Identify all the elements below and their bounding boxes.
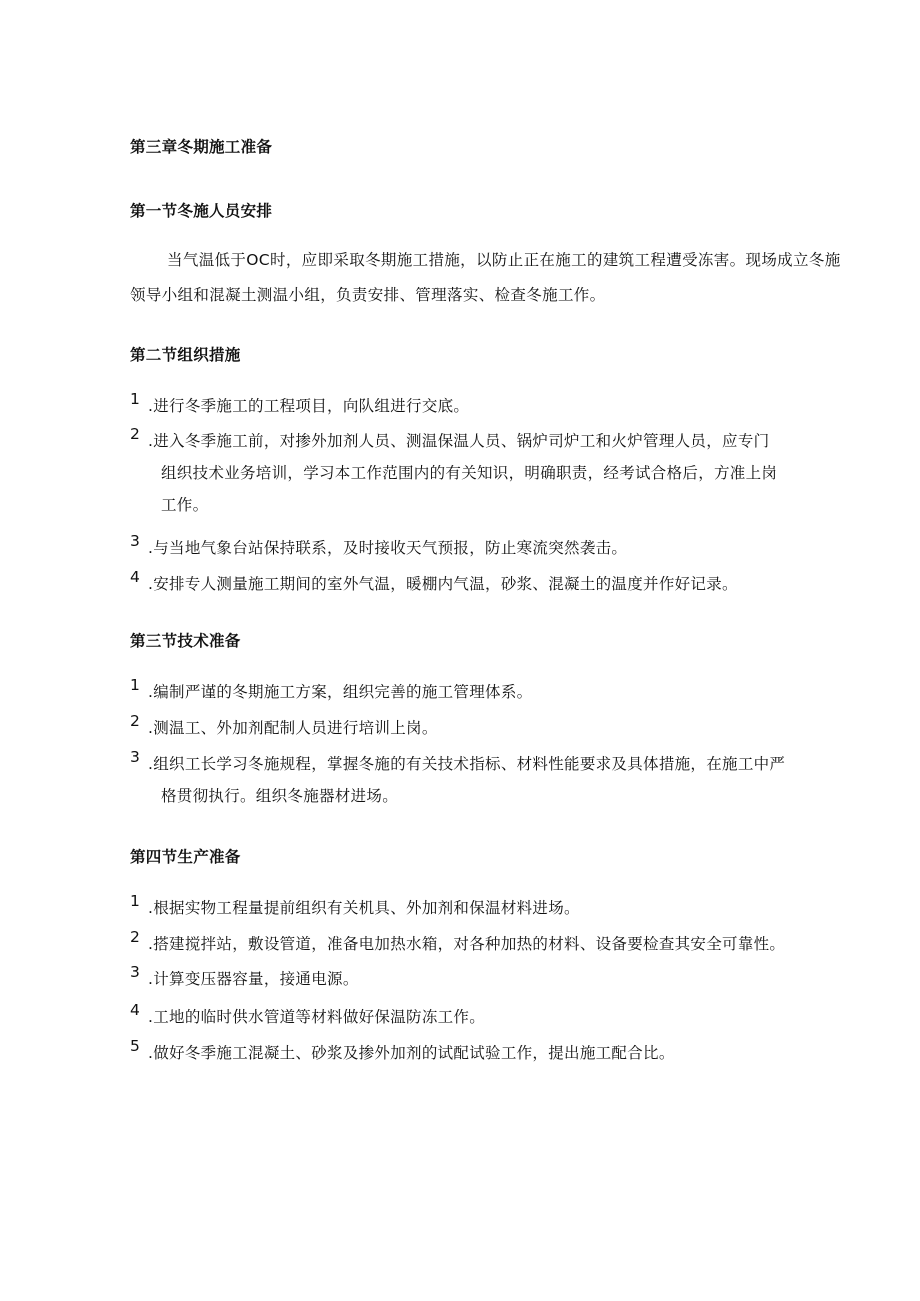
item-number: 3 xyxy=(130,963,140,981)
item-text: .搭建搅拌站，敷设管道，准备电加热水箱，对各种加热的材料、设备要检查其安全可靠性。 xyxy=(148,935,786,953)
item-text: .根据实物工程量提前组织有关机具、外加剂和保温材料进场。 xyxy=(148,899,580,917)
item-number: 2 xyxy=(130,928,140,946)
item-text: .与当地气象台站保持联系，及时接收天气预报，防止寒流突然袭击。 xyxy=(148,539,628,557)
item-text: .组织工长学习冬施规程，掌握冬施的有关技术指标、材料性能要求及具体措施，在施工中严 xyxy=(148,755,786,773)
item-number: 3 xyxy=(130,532,140,550)
item-number: 2 xyxy=(130,712,140,730)
item-text: .进入冬季施工前，对掺外加剂人员、测温保温人员、锅炉司炉工和火炉管理人员，应专门 xyxy=(148,432,770,450)
item-number: 1 xyxy=(130,676,140,694)
section3-item-3 xyxy=(130,748,785,812)
section4-item-2 xyxy=(130,928,785,960)
section2-item-2 xyxy=(130,425,777,521)
section4-title: 第四节生产准备 xyxy=(130,848,241,866)
section3-item-2 xyxy=(130,712,438,744)
section4-item-5 xyxy=(130,1037,675,1069)
item-number: 1 xyxy=(130,892,140,910)
item-number: 1 xyxy=(130,390,140,408)
item-number: 3 xyxy=(130,748,140,766)
item-number: 2 xyxy=(130,425,140,443)
section2-title: 第二节组织措施 xyxy=(130,346,241,364)
section1-paragraph: 当气温低于OC时，应即采取冬期施工措施，以防止正在施工的建筑工程遭受冻害。现场成立冬施领导小组和混凝土测温小组，负责安排、管理落实、检查冬施工作。 xyxy=(130,251,841,304)
item-text: .计算变压器容量，接通电源。 xyxy=(148,970,359,988)
item-text-continuation: 工作。 xyxy=(161,496,209,514)
section2-item-1 xyxy=(130,390,469,422)
chapter-title: 第三章冬期施工准备 xyxy=(130,138,273,156)
section4-item-1 xyxy=(130,892,580,924)
item-text: .测温工、外加剂配制人员进行培训上岗。 xyxy=(148,719,438,737)
section4-item-4 xyxy=(130,1001,485,1033)
section1-title: 第一节冬施人员安排 xyxy=(130,202,273,220)
item-text-continuation: 格贯彻执行。组织冬施器材进场。 xyxy=(161,787,399,805)
section3-item-1 xyxy=(130,676,532,708)
section4-item-3 xyxy=(130,963,359,995)
item-number: 4 xyxy=(130,568,140,586)
section2-item-3 xyxy=(130,532,627,564)
item-number: 5 xyxy=(130,1037,140,1055)
section3-title: 第三节技术准备 xyxy=(130,632,241,650)
item-text-continuation: 组织技术业务培训，学习本工作范围内的有关知识，明确职责，经考试合格后，方准上岗 xyxy=(161,464,778,482)
item-text: .做好冬季施工混凝土、砂浆及掺外加剂的试配试验工作，提出施工配合比。 xyxy=(148,1044,675,1062)
item-number: 4 xyxy=(130,1001,140,1019)
item-text: .进行冬季施工的工程项目，向队组进行交底。 xyxy=(148,397,470,415)
item-text: .工地的临时供水管道等材料做好保温防冻工作。 xyxy=(148,1008,486,1026)
item-text: .编制严谨的冬期施工方案，组织完善的施工管理体系。 xyxy=(148,683,533,701)
section2-item-4 xyxy=(130,568,738,600)
item-text: .安排专人测量施工期间的室外气温，暖棚内气温，砂浆、混凝土的温度并作好记录。 xyxy=(148,575,738,593)
